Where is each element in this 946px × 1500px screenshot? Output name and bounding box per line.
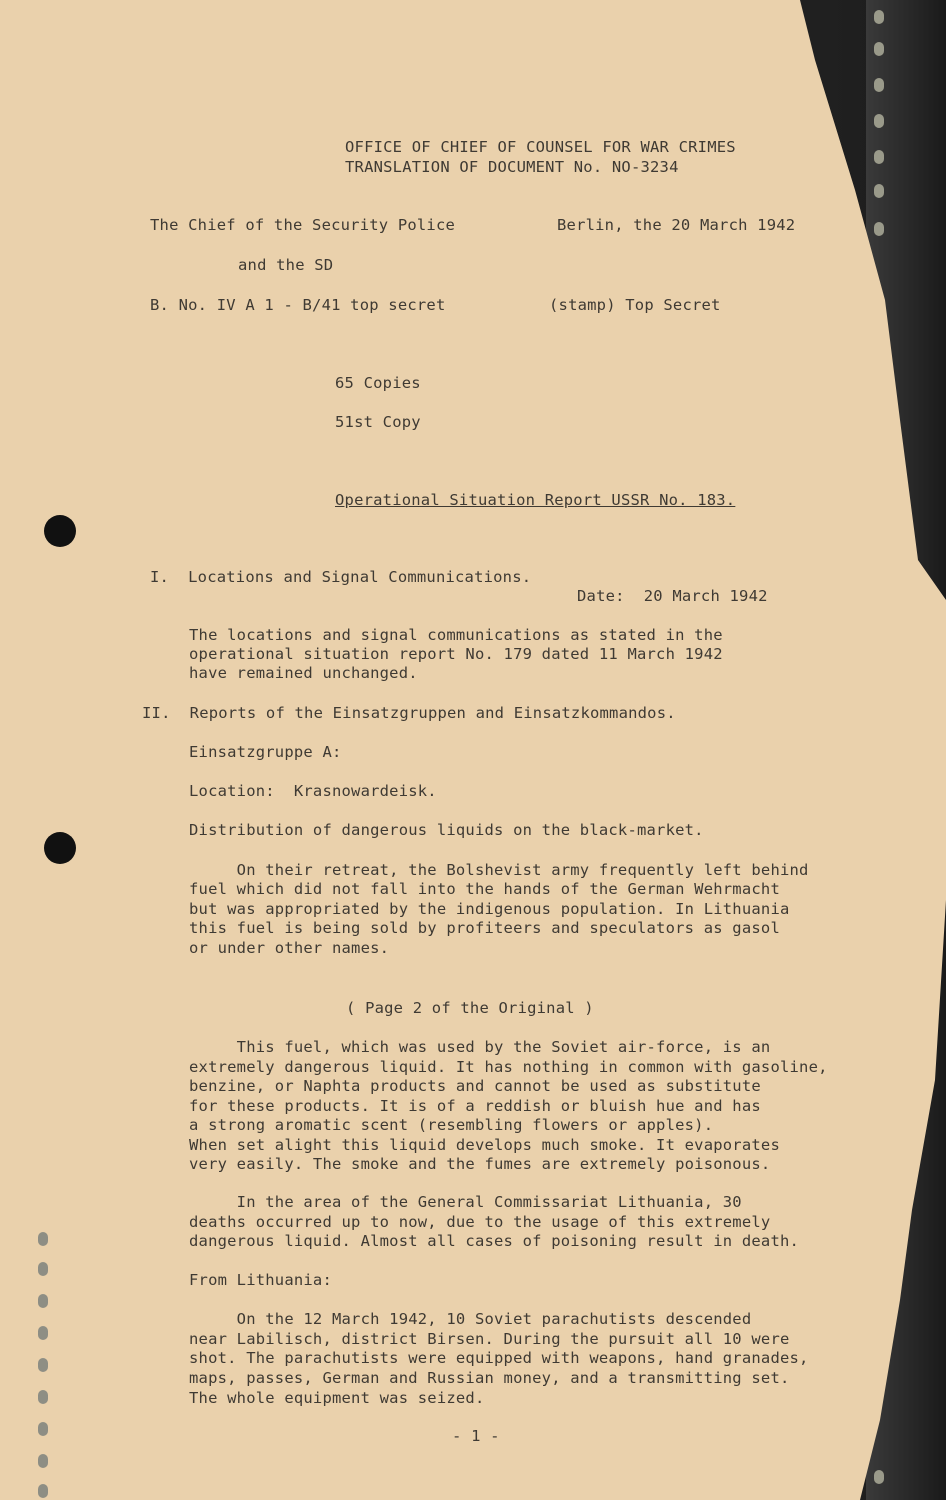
report-title: Operational Situation Report USSR No. 183. <box>335 491 736 509</box>
binder-hole <box>38 1422 48 1436</box>
binder-hole <box>38 1294 48 1308</box>
binder-hole <box>38 1484 48 1498</box>
page-number: - 1 - <box>452 1427 500 1445</box>
binder-hole <box>874 222 884 236</box>
paragraph-line: for these products. It is of a reddish or bluish hue and has <box>189 1097 761 1115</box>
binder-hole <box>874 184 884 198</box>
binder-hole <box>874 114 884 128</box>
location-label: Location: Krasnowardeisk. <box>189 782 437 800</box>
section-1-heading: I. Locations and Signal Communications. <box>150 568 532 586</box>
from-label: From Lithuania: <box>189 1271 332 1289</box>
paragraph-line: When set alight this liquid develops much smoke. It evaporates <box>189 1136 780 1154</box>
paragraph-line: deaths occurred up to now, due to the usage of this extremely <box>189 1213 771 1231</box>
binder-hole <box>38 1358 48 1372</box>
binder-hole <box>38 1262 48 1276</box>
binder-hole <box>874 42 884 56</box>
group-label: Einsatzgruppe A: <box>189 743 342 761</box>
sender-line-1: The Chief of the Security Police <box>150 216 456 234</box>
place-date: Berlin, the 20 March 1942 <box>557 216 796 234</box>
office-title: OFFICE OF CHIEF OF COUNSEL FOR WAR CRIMES <box>345 138 736 156</box>
binder-hole <box>38 1390 48 1404</box>
paragraph-line: On the 12 March 1942, 10 Soviet parachutists descended <box>189 1310 752 1328</box>
paragraph-line: The locations and signal communications as stated in the <box>189 626 723 644</box>
paragraph-line: In the area of the General Commissariat Lithuania, 30 <box>189 1193 742 1211</box>
paragraph-line: fuel which did not fall into the hands of the German Wehrmacht <box>189 880 780 898</box>
reference-number: B. No. IV A 1 - B/41 top secret <box>150 296 446 314</box>
secret-stamp: (stamp) Top Secret <box>549 296 721 314</box>
binder-hole <box>38 1326 48 1340</box>
binder-hole <box>38 1232 48 1246</box>
binder-hole <box>874 150 884 164</box>
punch-hole <box>44 515 76 547</box>
punch-hole <box>44 832 76 864</box>
paragraph-line: maps, passes, German and Russian money, and a transmitting set. <box>189 1369 790 1387</box>
paragraph-line: benzine, or Naphta products and cannot be used as substitute <box>189 1077 761 1095</box>
sender-line-2: and the SD <box>238 256 334 274</box>
topic-line: Distribution of dangerous liquids on the black-market. <box>189 821 704 839</box>
paragraph-line: On their retreat, the Bolshevist army frequently left behind <box>189 861 809 879</box>
paragraph-line: operational situation report No. 179 dated 11 March 1942 <box>189 645 723 663</box>
binder-hole <box>874 10 884 24</box>
paragraph-line: but was appropriated by the indigenous population. In Lithuania <box>189 900 790 918</box>
copies-count: 65 Copies <box>335 374 421 392</box>
paragraph-line: shot. The parachutists were equipped with weapons, hand granades, <box>189 1349 809 1367</box>
page-marker: ( Page 2 of the Original ) <box>346 999 594 1017</box>
binder-hole <box>874 1470 884 1484</box>
paragraph-line: or under other names. <box>189 939 390 957</box>
paragraph-line: dangerous liquid. Almost all cases of poisoning result in death. <box>189 1232 800 1250</box>
section-2-heading: II. Reports of the Einsatzgruppen and Einsatzkommandos. <box>142 704 676 722</box>
paragraph-line: have remained unchanged. <box>189 664 418 682</box>
translation-title: TRANSLATION OF DOCUMENT No. NO-3234 <box>345 158 679 176</box>
section-1-date: Date: 20 March 1942 <box>577 587 768 605</box>
paragraph-line: The whole equipment was seized. <box>189 1389 485 1407</box>
paragraph-line: near Labilisch, district Birsen. During the pursuit all 10 were <box>189 1330 790 1348</box>
paragraph-line: very easily. The smoke and the fumes are extremely poisonous. <box>189 1155 771 1173</box>
paragraph-line: a strong aromatic scent (resembling flowers or apples). <box>189 1116 714 1134</box>
binder-hole <box>38 1454 48 1468</box>
paragraph-line: this fuel is being sold by profiteers and speculators as gasol <box>189 919 780 937</box>
paragraph-line: This fuel, which was used by the Soviet air-force, is an <box>189 1038 771 1056</box>
copy-number: 51st Copy <box>335 413 421 431</box>
paragraph-line: extremely dangerous liquid. It has nothing in common with gasoline, <box>189 1058 828 1076</box>
binder-hole <box>874 78 884 92</box>
